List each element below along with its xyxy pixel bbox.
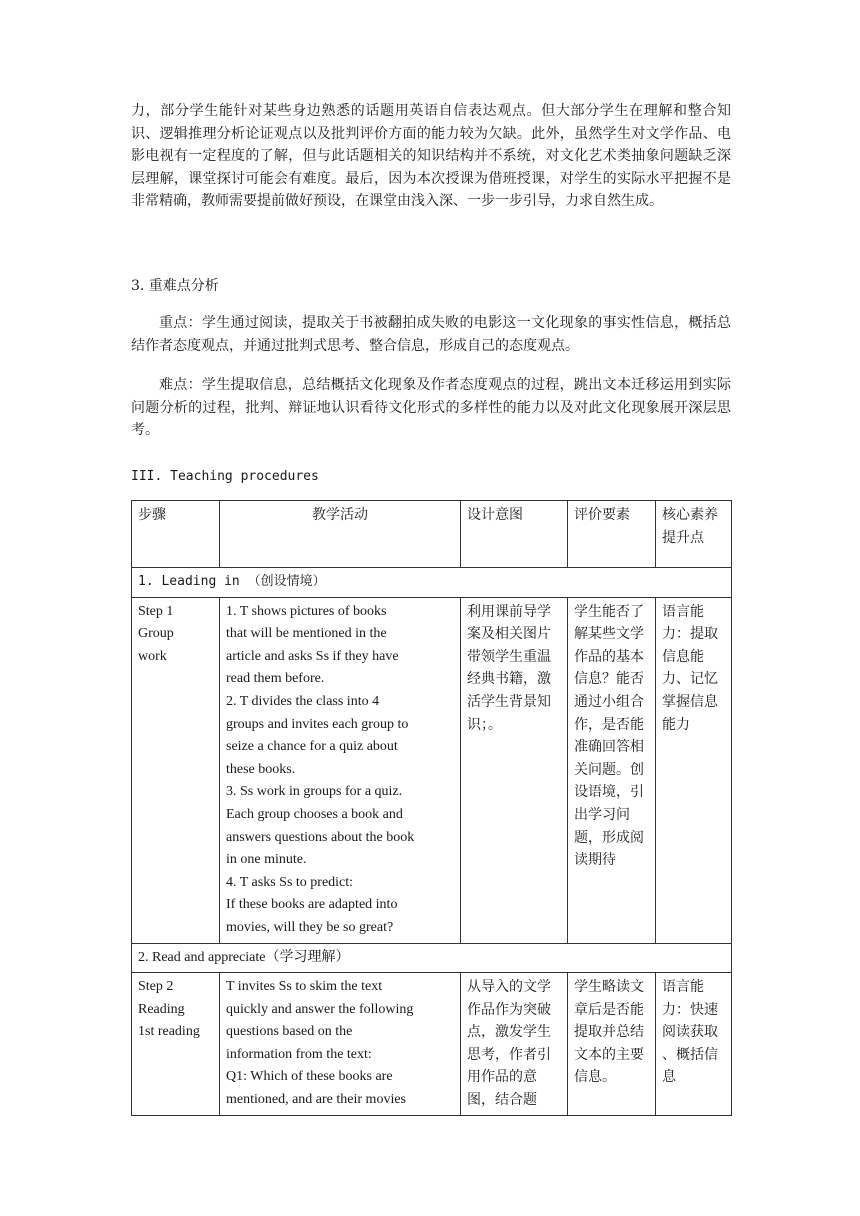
activity-line: answers questions about the book xyxy=(226,829,415,845)
step-2-line: Step 2 xyxy=(138,979,174,995)
step-1-line: Step 1 xyxy=(138,603,174,619)
activity-line: 1. T shows pictures of books xyxy=(226,603,387,619)
step-2-activities xyxy=(220,973,461,1116)
activity-line: that will be mentioned in the xyxy=(226,626,387,642)
activity-line: 2. T divides the class into 4 xyxy=(226,693,380,709)
step-1-line: work xyxy=(138,648,167,664)
header-evaluation: 评价要素 xyxy=(568,501,656,568)
activity-line: Q1: Which of these books are xyxy=(226,1069,393,1085)
section-3-heading: 3. 重难点分析 xyxy=(131,278,219,294)
step-1-activities xyxy=(220,597,461,943)
activity-line: If these books are adapted into xyxy=(226,897,398,913)
activity-line: Each group chooses a book and xyxy=(226,806,403,822)
step-1-cell xyxy=(132,597,220,943)
difficult-point-paragraph: 难点：学生提取信息，总结概括文化现象及作者态度观点的过程，跳出文本迁移运用到实际问题分析的过程，批判、辩证地认识看待文化形式的多样性的能力以及对此文化现象展开深层思考。 xyxy=(131,377,731,439)
stage-row xyxy=(132,568,732,598)
activity-line: T invites Ss to skim the text xyxy=(226,979,383,995)
stage-row xyxy=(132,943,732,973)
activity-line: groups and invites each group to xyxy=(226,716,409,732)
step-2-line: 1st reading xyxy=(138,1024,200,1040)
activity-line: questions based on the xyxy=(226,1024,353,1040)
step-2-line: Reading xyxy=(138,1001,185,1017)
step-2-evaluation: 学生略读文章后是否能提取并总结文本的主要信息。 xyxy=(568,973,656,1116)
key-point-paragraph: 重点：学生通过阅读，提取关于书被翻拍成失败的电影这一文化现象的事实性信息，概括总结作者态度观点，并通过批判式思考、整合信息，形成自己的态度观点。 xyxy=(131,315,731,354)
step-1-core-literacy: 语言能力：提取信息能力、记忆掌握信息能力 xyxy=(656,597,732,943)
table-header-row xyxy=(132,501,732,568)
header-core-literacy: 核心素养 提升点 xyxy=(656,501,732,568)
activity-line: in one minute. xyxy=(226,852,307,868)
section-iii-heading: III. Teaching procedures xyxy=(131,469,319,484)
stage-leading-in: 1. Leading in （创设情境） xyxy=(132,568,732,598)
activity-line: 4. T asks Ss to predict: xyxy=(226,874,354,890)
step-1-evaluation: 学生能否了解某些文学作品的基本信息？能否通过小组合作，是否能准确回答相关问题。创设语境，引出学习问题，形成阅读期待 xyxy=(568,597,656,943)
activity-line: movies, will they be so great? xyxy=(226,919,394,935)
teaching-procedures-table xyxy=(131,500,732,1116)
header-step: 步骤 xyxy=(132,501,220,568)
activity-line: mentioned, and are their movies xyxy=(226,1092,406,1108)
step-1-line: Group xyxy=(138,626,174,642)
activity-line: information from the text: xyxy=(226,1046,372,1062)
activity-line: 3. Ss work in groups for a quiz. xyxy=(226,784,403,800)
activity-line: read them before. xyxy=(226,671,325,687)
activity-line: article and asks Ss if they have xyxy=(226,648,399,664)
activity-line: these books. xyxy=(226,761,296,777)
step-2-cell xyxy=(132,973,220,1116)
activity-line: seize a chance for a quiz about xyxy=(226,739,398,755)
table-row xyxy=(132,597,732,943)
intro-paragraph: 力，部分学生能针对某些身边熟悉的话题用英语自信表达观点。但大部分学生在理解和整合知识、逻辑推理分析论证观点以及批判评价方面的能力较为欠缺。此外，虽然学生对文学作品、电影电视有一定程度的了解，但与此话题相关的知识结构并不系统，对文化艺术类抽象问题缺乏深层理解，课堂探讨可能会有难度。最后，因为本次授课为借班授课，对学生的实际水平把握不是非常精确，教师需要提前做好预设，在课堂由浅入深、一步一步引导，力求自然生成。 xyxy=(131,103,731,210)
step-2-core-literacy: 语言能力：快速阅读获取 、概括信息 xyxy=(656,973,732,1116)
activity-line: quickly and answer the following xyxy=(226,1001,414,1017)
header-intent: 设计意图 xyxy=(461,501,568,568)
step-2-intent: 从导入的文学作品作为突破点，激发学生思考，作者引用作品的意图，结合题 xyxy=(461,973,568,1116)
header-activities: 教学活动 xyxy=(220,501,461,568)
stage-read-and-appreciate: 2. Read and appreciate（学习理解） xyxy=(132,943,732,973)
step-1-intent: 利用课前导学案及相关图片带领学生重温经典书籍，激活学生背景知识；。 xyxy=(461,597,568,943)
table-row xyxy=(132,973,732,1116)
